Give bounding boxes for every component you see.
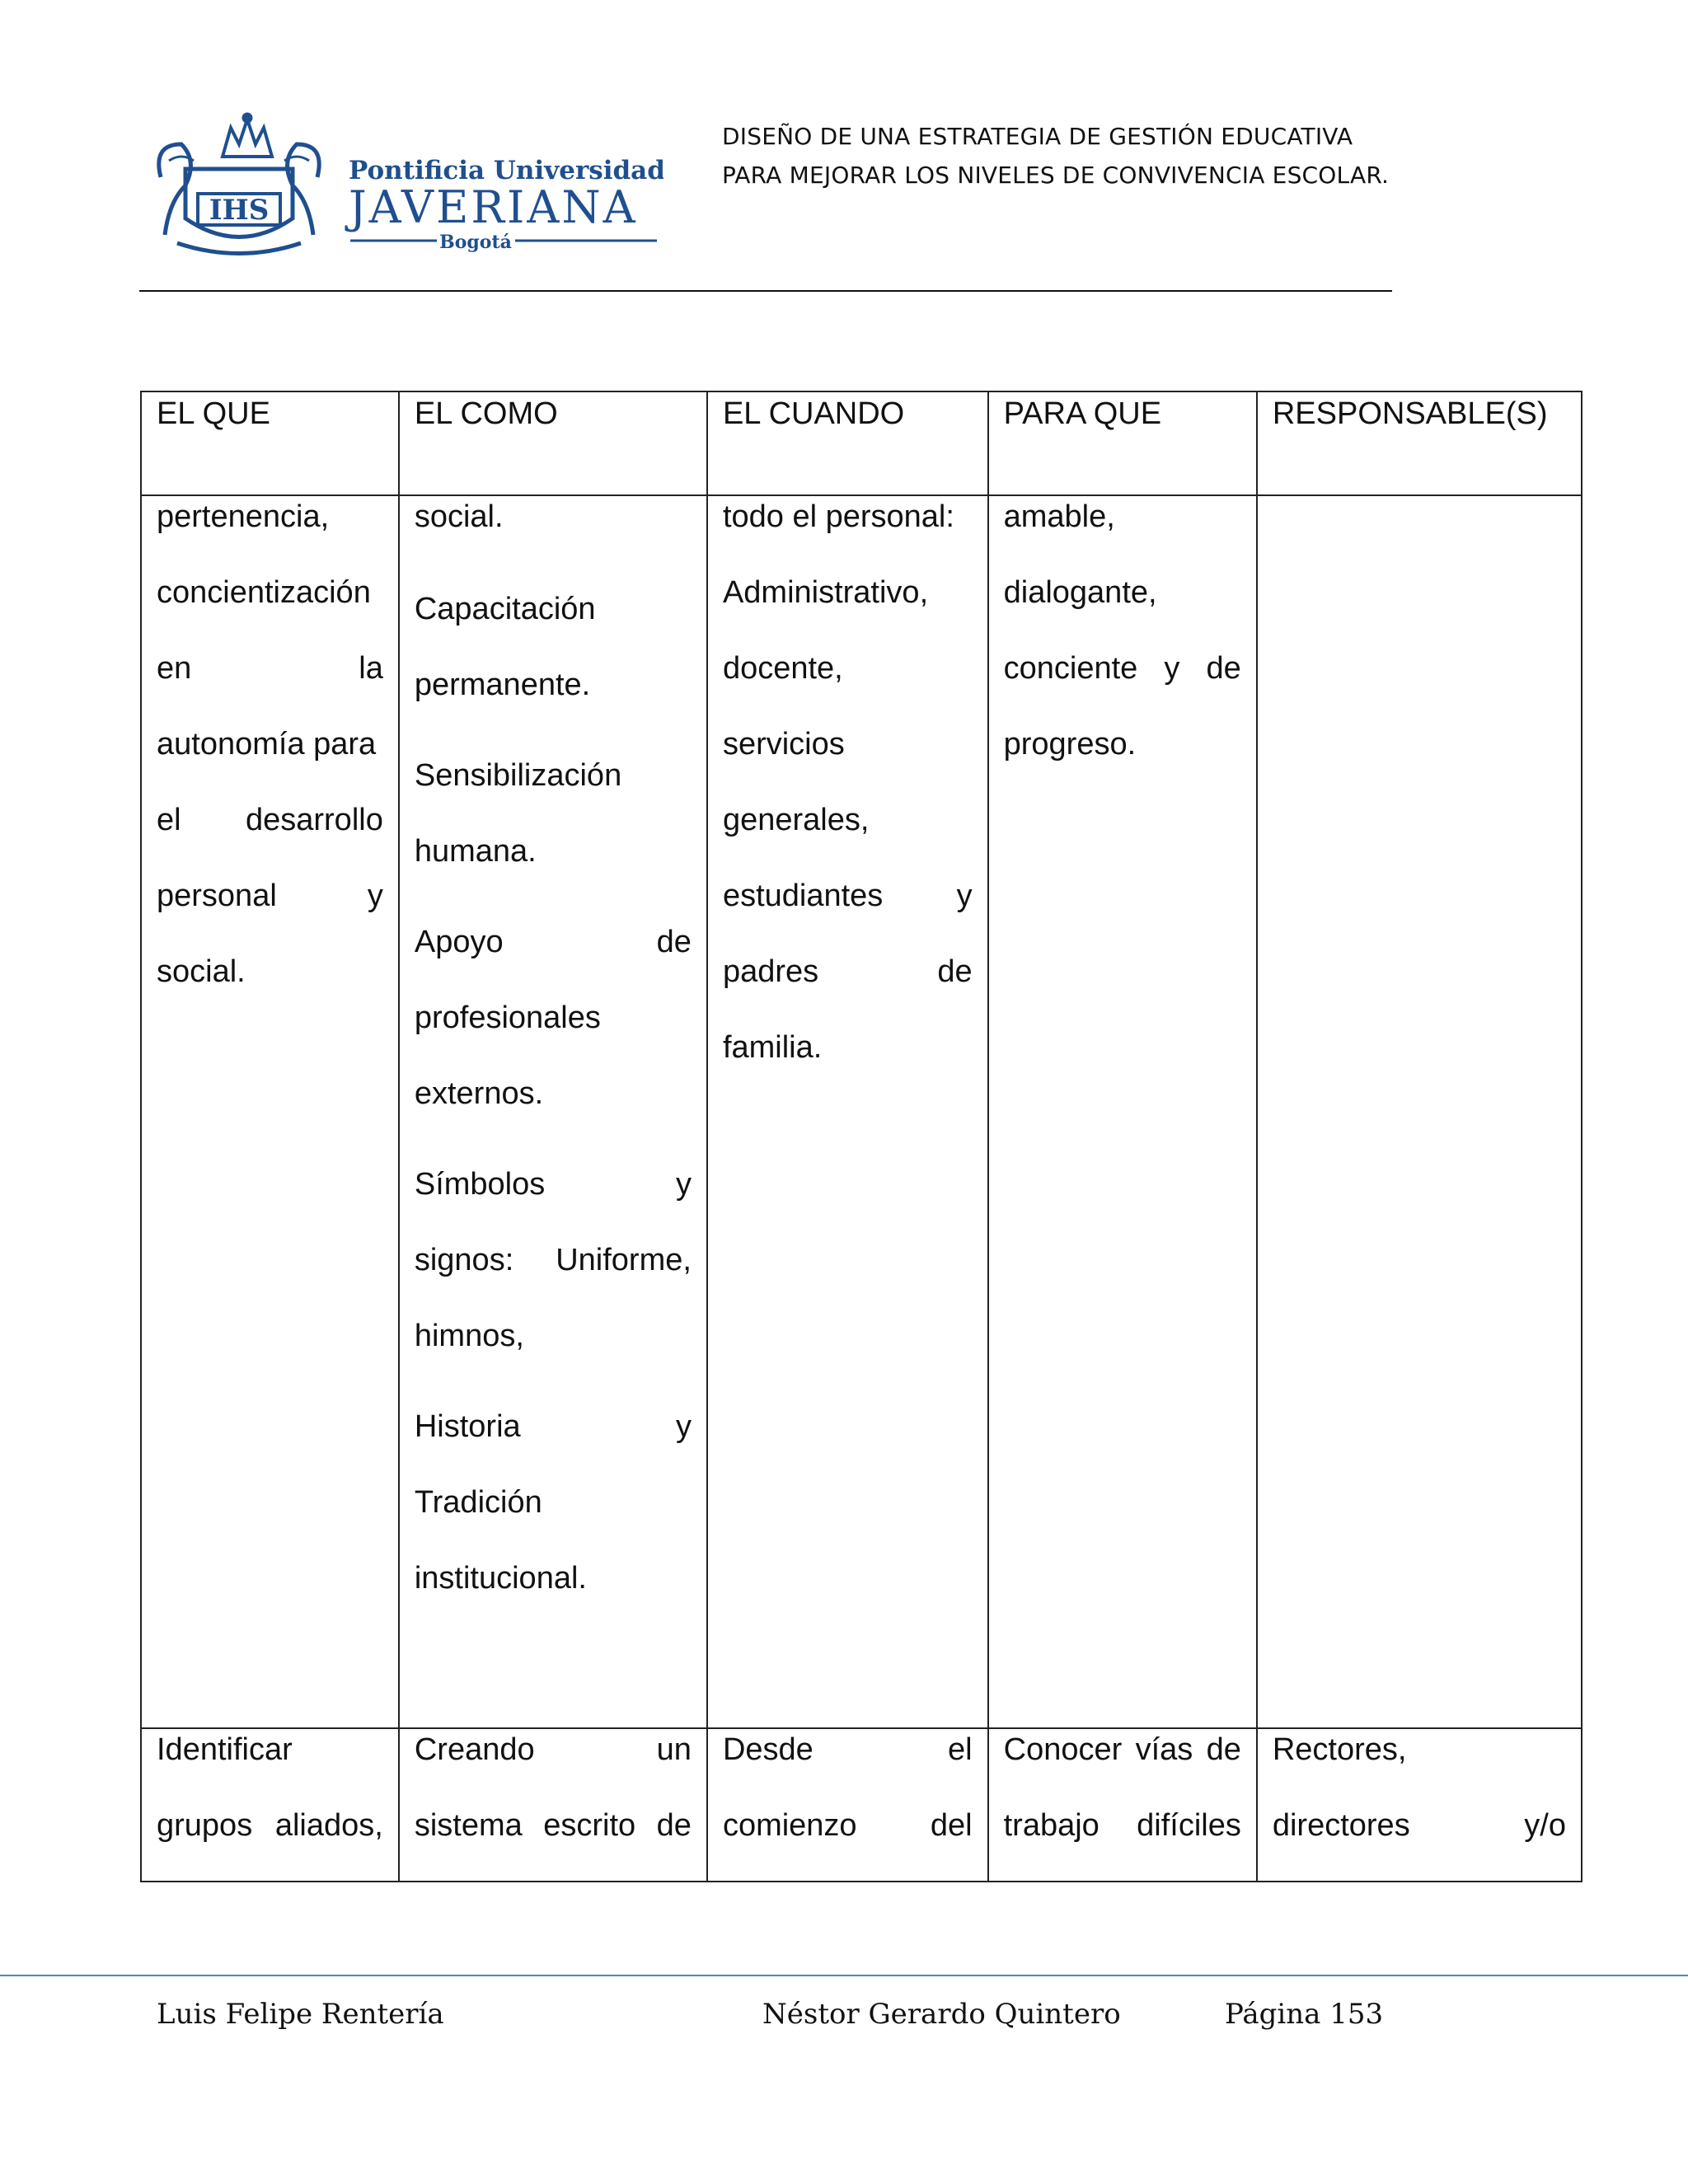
word: directores (1272, 1808, 1410, 1843)
text-line: Sensibilización (414, 758, 622, 793)
word: de (656, 1808, 692, 1843)
word: de (1206, 651, 1241, 686)
document-title-line2: PARA MEJORAR LOS NIVELES DE CONVIVENCIA ESCOLAR. (722, 162, 1390, 189)
cell-para-que (988, 1728, 1257, 1882)
text-line: docente, (722, 651, 843, 686)
logo-line2: JAVERIANA (349, 181, 638, 233)
logo-line1: Pontificia Universidad (349, 156, 663, 185)
text-line (415, 921, 692, 997)
word: y (675, 1409, 692, 1444)
header-divider (139, 290, 1392, 292)
text-line: Identificar (157, 1732, 293, 1767)
text-line: familia. (722, 1030, 823, 1065)
text-line: Rectores, (1272, 1732, 1407, 1767)
word: de (656, 925, 692, 959)
text-line: externos. (414, 1076, 544, 1111)
text-line: Capacitación (414, 592, 596, 626)
text-line: permanente. (414, 668, 591, 702)
text-line (415, 1729, 692, 1805)
word: del (930, 1808, 973, 1843)
word: aliados, (274, 1808, 383, 1843)
word: sistema (414, 1808, 523, 1843)
header-el-que: EL QUE (141, 391, 399, 495)
text-line (415, 1164, 692, 1240)
word: en (157, 651, 192, 686)
word: difíciles (1137, 1808, 1241, 1843)
table-row (141, 1728, 1582, 1882)
word: desarrollo (245, 803, 383, 837)
word: y (675, 1167, 692, 1202)
text-line: progreso. (1003, 727, 1137, 762)
header-el-cuando: EL CUANDO (707, 391, 988, 495)
cell-el-que (141, 495, 399, 1728)
cell-el-que (141, 1728, 399, 1882)
word: y (956, 879, 973, 913)
word: Símbolos (414, 1167, 546, 1202)
text-line: pertenencia, (157, 499, 330, 534)
seal-letters: IHS (209, 194, 270, 227)
text-line: Tradición (414, 1485, 542, 1520)
text-line: amable, (1003, 499, 1115, 534)
text-line (723, 1805, 973, 1881)
page-number: Página 153 (1225, 1998, 1384, 2031)
word: Historia (414, 1409, 521, 1444)
word: trabajo (1003, 1808, 1100, 1843)
text-line (723, 875, 973, 951)
word: grupos (157, 1808, 253, 1843)
word: Apoyo (414, 925, 504, 959)
word: vías (1135, 1732, 1193, 1767)
word: escrito (543, 1808, 636, 1843)
word: personal (157, 879, 277, 913)
word: estudiantes (722, 879, 884, 913)
word: el (157, 803, 181, 837)
text-line (415, 1240, 692, 1315)
header-el-como: EL COMO (399, 391, 707, 495)
text-line (415, 1406, 692, 1482)
header-para-que: PARA QUE (988, 391, 1257, 495)
text-line: Administrativo, (722, 575, 929, 610)
word: de (1206, 1732, 1241, 1767)
word: y/o (1524, 1808, 1566, 1843)
text-line: humana. (414, 834, 537, 869)
cell-el-cuando (707, 1728, 988, 1882)
word: el (948, 1732, 973, 1767)
text-line: autonomía para (157, 727, 377, 762)
footer-author-1: Luis Felipe Rentería (157, 1998, 444, 2031)
word: y (1164, 651, 1180, 686)
table-header-row (141, 391, 1582, 495)
word: conciente (1003, 651, 1138, 686)
logo-line3: Bogotá (439, 232, 512, 253)
text-line: generales, (722, 803, 870, 837)
text-line: profesionales (414, 1001, 601, 1035)
text-line (1004, 1729, 1241, 1805)
text-line: servicios (722, 727, 845, 762)
text-line (157, 1805, 383, 1881)
strategy-table (140, 391, 1582, 1882)
word: de (937, 954, 973, 989)
footer-divider (0, 1975, 1688, 1976)
text-line (723, 951, 973, 1027)
text-line: concientización (157, 575, 371, 610)
university-logo (152, 111, 663, 264)
text-line: todo el personal: (722, 499, 954, 534)
word: la (359, 651, 383, 686)
word: Uniforme, (556, 1243, 692, 1277)
text-line: social. (157, 954, 246, 989)
text-line (157, 799, 383, 875)
text-line (157, 648, 383, 724)
header-responsables: RESPONSABLE(S) (1257, 391, 1582, 495)
table-row (141, 495, 1582, 1728)
word: padres (722, 954, 819, 989)
word: y (367, 879, 383, 913)
text-line (1004, 1805, 1241, 1881)
cell-el-como (399, 495, 707, 1728)
text-line: social. (414, 499, 504, 534)
text-line (157, 875, 383, 951)
word: un (656, 1732, 692, 1767)
text-line (723, 1729, 973, 1805)
text-line (415, 1805, 692, 1881)
text-line: himnos, (414, 1319, 524, 1353)
word: signos: (414, 1243, 514, 1277)
word: Conocer (1003, 1732, 1123, 1767)
cell-responsables (1257, 495, 1582, 1728)
document-title (722, 117, 1389, 194)
text-line (1273, 1805, 1566, 1881)
text-line: institucional. (414, 1561, 587, 1596)
cell-el-como (399, 1728, 707, 1882)
footer-author-2: Néstor Gerardo Quintero (762, 1998, 1121, 2031)
word: comienzo (722, 1808, 857, 1843)
cell-para-que (988, 495, 1257, 1728)
word: Desde (722, 1732, 814, 1767)
cell-el-cuando (707, 495, 988, 1728)
cell-responsables (1257, 1728, 1582, 1882)
text-line: dialogante, (1003, 575, 1157, 610)
text-line (1004, 648, 1241, 724)
word: Creando (414, 1732, 535, 1767)
document-title-line1: DISEÑO DE UNA ESTRATEGIA DE GESTIÓN EDUCATIVA (722, 123, 1353, 150)
